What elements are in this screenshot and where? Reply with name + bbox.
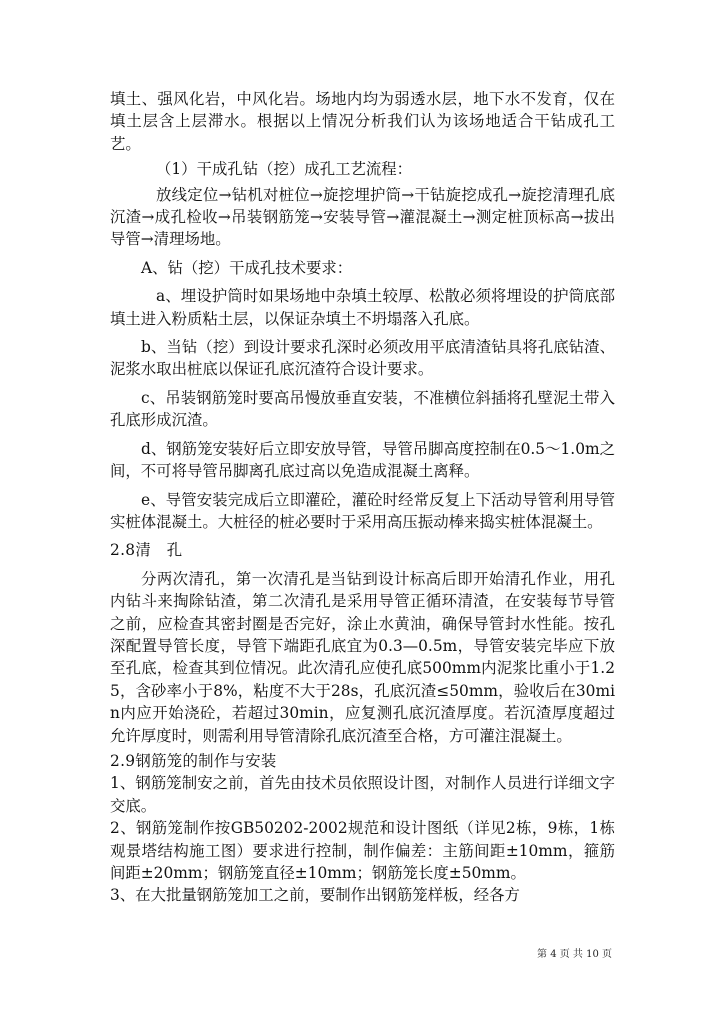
paragraph-requirement-a: a、埋设护筒时如果场地中杂填土较厚、松散必须将埋设的护筒底部填土进入粉质粘土层，以保证杂填土不坍塌落入孔底。	[110, 287, 615, 328]
paragraph-item-3: 3、在大批量钢筋笼加工之前，要制作出钢筋笼样板，经各方	[110, 886, 520, 905]
paragraph-requirement-b: b、当钻（挖）到设计要求孔深时必须改用平底清渣钻具将孔底钻渣、泥浆水取出桩底以保证孔底沉渣符合设计要求。	[110, 338, 615, 379]
paragraph-requirement-e: e、导管安装完成后立即灌砼，灌砼时经常反复上下活动导管利用导管实桩体混凝土。大桩径的桩必要时于采用高压振动棒来捣实桩体混凝土。	[110, 490, 615, 531]
paragraph-item-2: 2、钢筋笼制作按GB50202-2002规范和设计图纸（详见2栋，9栋，1栋观景塔结构施工图）要求进行控制，制作偏差：主筋间距±10mm，箍筋间距±20mm；钢筋笼直径±10mm；钢筋笼长度±50mm。	[110, 819, 615, 882]
paragraph-process-flow: 放线定位→钻机对桩位→旋挖埋护筒→干钻旋挖成孔→旋挖清理孔底沉渣→成孔检收→吊装钢筋笼→安装导管→灌混凝土→测定桩顶标高→拔出导管→清理场地。	[110, 185, 615, 249]
heading-technical-requirements: A、钻（挖）干成孔技术要求：	[141, 258, 353, 277]
section-heading-2-9: 2.9钢筋笼的制作与安装	[110, 751, 277, 770]
paragraph-requirement-c: c、吊装钢筋笼时要高吊慢放垂直安装，不准横位斜插将孔壁泥土带入孔底形成沉渣。	[110, 388, 615, 430]
paragraph-item-1: 1、钢筋笼制安之前，首先由技术员依照设计图，对制作人员进行详细文字交底。	[110, 774, 615, 815]
paragraph-geology: 填土、强风化岩，中风化岩。场地内均为弱透水层，地下水不发育，仅在填土层含上层滞水。根据以上情况分析我们认为该场地适合干钻成孔工艺。	[110, 90, 615, 153]
paragraph-requirement-d: d、钢筋笼安装好后立即安放导管，导管吊脚高度控制在0.5～1.0m之间，不可将导管吊脚离孔底过高以免造成混凝土离释。	[110, 439, 615, 481]
paragraph-hole-cleaning: 分两次清孔，第一次清孔是当钻到设计标高后即开始清孔作业，用孔内钻斗来掏除钻渣，第二次清孔是采用导管正循环清渣，在安装每节导管之前，应检查其密封圈是否完好，涂止水黄油，确保导管封水性能。按孔深配置导管长度，导管下端距孔底宜为0.3—0.5m，导管安装完毕应下放至孔底，检查其到位情况。此次清孔应使孔底500mm内泥浆比重小于1.25，含砂率小于8%，粘度不大于28s，孔底沉渣≤50mm，验收后在30min内应开始浇砼，若超过30min，应复测孔底沉渣厚度。若沉渣厚度超过允许厚度时，则需利用导管清除孔底沉渣至合格，方可灌注混凝土。	[110, 569, 615, 745]
section-heading-2-8: 2.8清 孔	[110, 541, 183, 560]
page-body	[110, 88, 615, 907]
page-number-footer: 第 4 页 共 10 页	[537, 949, 612, 960]
heading-process-flow: （1）干成孔钻（挖）成孔工艺流程：	[156, 160, 413, 179]
